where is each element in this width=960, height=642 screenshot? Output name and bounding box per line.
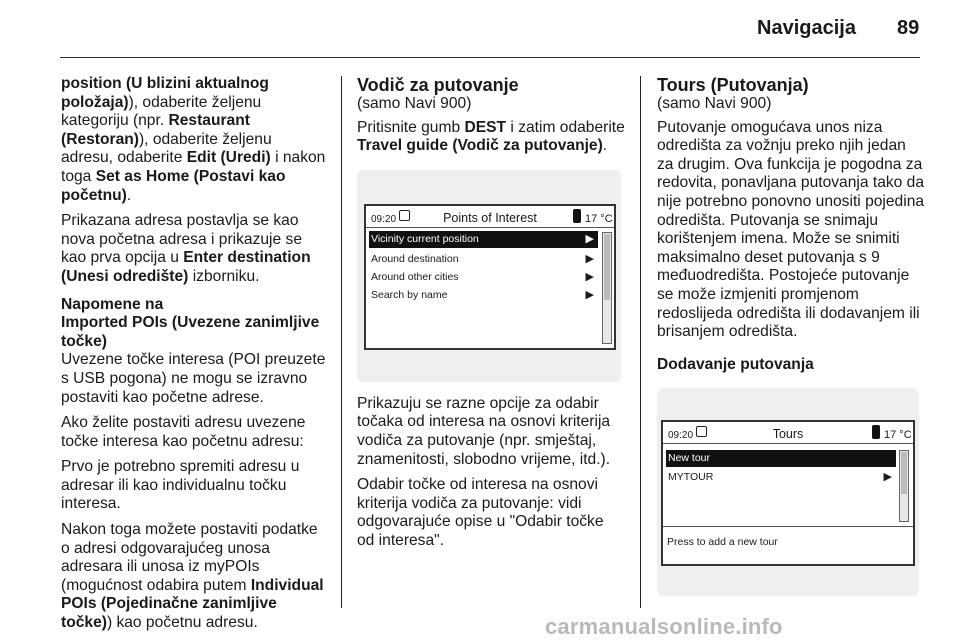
col1-paragraph-5: Prvo je potrebno spremiti adresu u adresar ili kao individualnu točku interesa. xyxy=(61,458,300,513)
column-divider xyxy=(640,76,641,608)
thermometer-icon xyxy=(872,425,880,439)
screen-clock: 09:20 xyxy=(371,213,397,225)
menu-item-new-tour[interactable] xyxy=(666,450,896,467)
arrow-right-icon: ▶ xyxy=(585,252,594,265)
subheading-adding-tour: Dodavanje putovanja xyxy=(657,355,814,373)
section-subtitle: (samo Navi 900) xyxy=(657,95,772,112)
col1-paragraph-6: Nakon toga možete postaviti podatke o adresi odgovarajućeg unosa adresara ili unosa iz myPOIs (mogućnost odabira putem Individual POIs (Pojedinačne zanimljive točke)) kao početnu adresu. xyxy=(61,521,324,632)
page-header xyxy=(0,0,960,58)
screen-temperature: 17 °C xyxy=(585,212,613,225)
screen-topbar xyxy=(366,206,614,228)
poi-screen xyxy=(364,204,616,350)
poi-screen-figure xyxy=(357,170,621,382)
section-subtitle: (samo Navi 900) xyxy=(357,95,472,112)
menu-item-mytour[interactable] xyxy=(666,469,896,486)
arrow-right-icon: ▶ xyxy=(883,471,892,484)
thermometer-icon xyxy=(573,209,581,223)
screen-scrollbar[interactable] xyxy=(899,450,909,522)
note-heading: Napomene na xyxy=(61,295,164,313)
tours-screen-figure xyxy=(657,388,919,596)
menu-item-around-destination[interactable] xyxy=(369,251,598,268)
screen-hint-text: Press to add a new tour xyxy=(667,536,778,549)
menu-item-label: Around other cities xyxy=(371,270,459,283)
col2-paragraph-3: Odabir točke od interesa na osnovi kriterija vodiča za putovanje: vidi odgovarajuće opise u "Odabir točke od interesa". xyxy=(357,476,604,549)
menu-item-label: Vicinity current position xyxy=(371,232,479,245)
menu-item-label: Search by name xyxy=(371,288,448,301)
screen-scrollbar[interactable] xyxy=(602,232,612,344)
col3-paragraph-1: Putovanje omogućava unos niza odredišta za vožnju preko njih jedan za drugim. Ova funkcija je pogodna za redovita, ponavljana putovanja tako da nije potrebno ponovno unositi pojedina odredišta. Putovanja se snimaju korištenjem imena. Može se snimiti maksimalno deset putovanja s 9 međuodredišta. Postojeće putovanje se može izmjeniti promjenom redoslijeda odredišta ili dodavanjem ili brisanjem odredišta. xyxy=(657,118,925,341)
section-heading-tours: Tours (Putovanja) xyxy=(657,75,809,95)
menu-item-search-by-name[interactable] xyxy=(369,287,598,304)
scrollbar-thumb[interactable] xyxy=(901,452,907,494)
menu-item-label: Around destination xyxy=(371,252,459,265)
arrow-right-icon: ▶ xyxy=(585,270,594,283)
menu-item-vicinity[interactable] xyxy=(369,231,598,248)
column-3 xyxy=(657,75,925,596)
page-number: 89 xyxy=(897,17,920,39)
tours-screen xyxy=(661,420,915,566)
col1-paragraph-2: Prikazana adresa postavlja se kao nova početna adresa i prikazuje se kao prva opcija u Enter destination (Unesi odredište) izborniku. xyxy=(61,212,311,285)
screen-title: Tours xyxy=(772,427,804,442)
col2-paragraph-1: Pritisnite gumb DEST i zatim odaberite Travel guide (Vodič za putovanje). xyxy=(357,118,625,155)
watermark-text: carmanualsonline.info xyxy=(545,614,783,639)
column-2 xyxy=(357,75,625,558)
col2-paragraph-2: Prikazuju se razne opcije za odabir točaka od interesa na osnovi kriterija vodiča za putovanje (npr. smještaj, znamenitosti, slobodno vrijeme, itd.). xyxy=(357,394,611,468)
menu-item-label: New tour xyxy=(668,452,711,465)
header-rule xyxy=(60,57,920,58)
menu-item-label: MYTOUR xyxy=(668,471,714,484)
column-divider xyxy=(341,76,342,608)
screen-title: Points of Interest xyxy=(443,210,537,225)
menu-item-around-other-cities[interactable] xyxy=(369,269,598,286)
col1-paragraph-1: position (U blizini aktualnog položaja)), odaberite željenu kategoriju (npr. Restaurant (Restoran)), odaberite željenu adresu, odaberite Edit (Uredi) i nakon toga Set as Home (Postavi kao početnu). xyxy=(61,75,326,204)
arrow-right-icon: ▶ xyxy=(585,232,594,245)
screen-temperature: 17 °C xyxy=(884,429,912,442)
scrollbar-thumb[interactable] xyxy=(604,234,610,300)
col1-paragraph-4: Ako želite postaviti adresu uvezene točke interesa kao početnu adresu: xyxy=(61,414,306,450)
screen-clock: 09:20 xyxy=(668,430,694,442)
column-1 xyxy=(61,75,327,640)
col1-paragraph-3: Uvezene točke interesa (POI preuzete s USB pogona) ne mogu se izravno postaviti kao početne adrese. xyxy=(61,351,326,406)
arrow-right-icon: ▶ xyxy=(585,288,594,301)
page-title: Navigacija xyxy=(757,17,856,39)
screen-topbar xyxy=(663,422,913,444)
section-heading-travel-guide: Vodič za putovanje xyxy=(357,75,519,95)
note-subheading: Imported POIs (Uvezene zanimljive točke) xyxy=(61,314,320,350)
footer-divider xyxy=(663,526,913,527)
